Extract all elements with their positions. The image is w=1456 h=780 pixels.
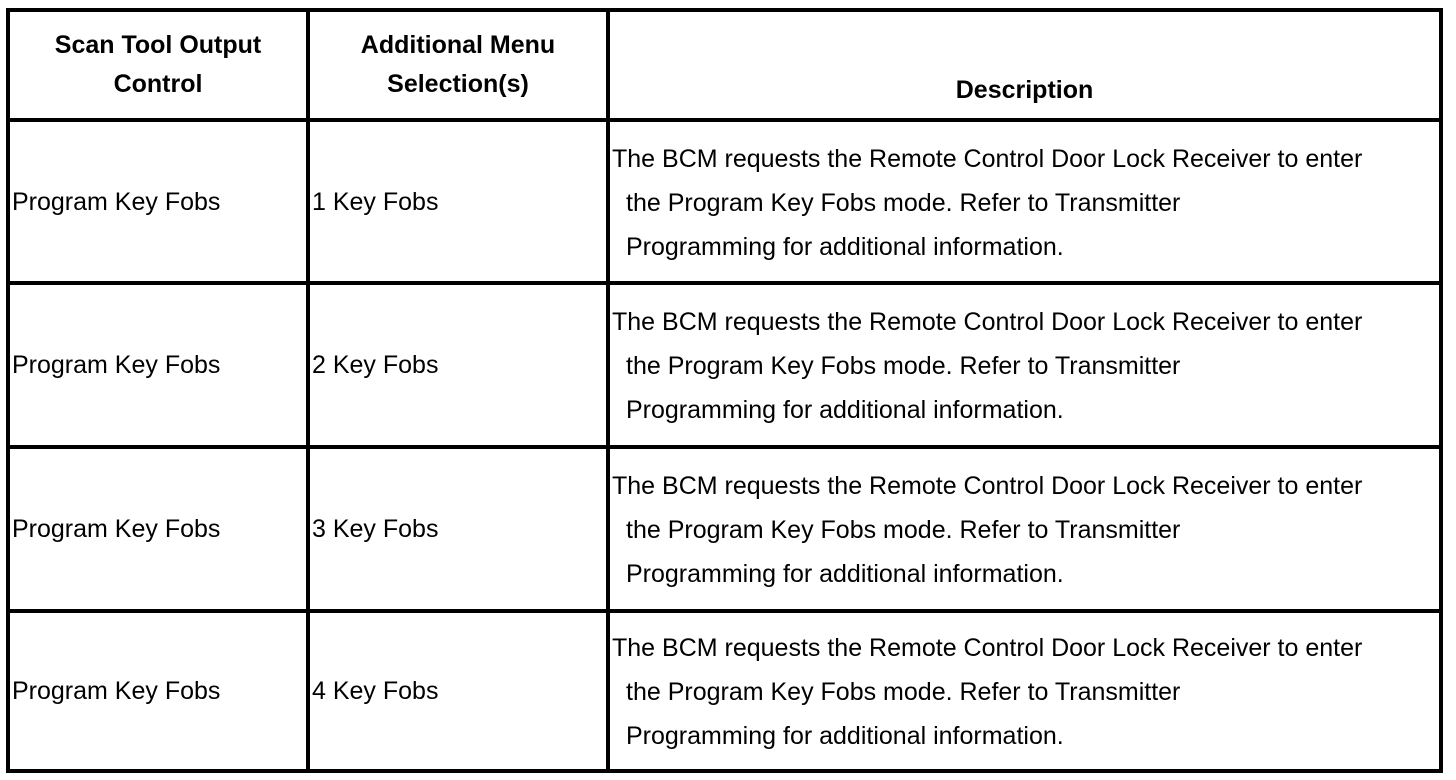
header-output-control-line-2: Control — [113, 70, 203, 98]
menu-selection-cell: 2 Key Fobs — [310, 285, 610, 445]
menu-selection-cell: 3 Key Fobs — [310, 449, 610, 609]
output-controls-table — [6, 8, 1443, 773]
menu-selection-cell: 1 Key Fobs — [310, 122, 610, 281]
header-description-label: Description — [955, 76, 1094, 104]
table-row — [10, 449, 1439, 613]
description-line-2: the Program Key Fobs mode. Refer to Transmitter — [626, 188, 1181, 217]
table-row — [10, 613, 1439, 769]
description-line-1: The BCM requests the Remote Control Door Lock Receiver to enter — [612, 472, 1363, 500]
output-control-cell: Program Key Fobs — [10, 122, 310, 281]
description-line-2: the Program Key Fobs mode. Refer to Transmitter — [626, 352, 1181, 380]
description-line-2: the Program Key Fobs mode. Refer to Transmitter — [626, 516, 1181, 544]
header-menu-selection-line-2: Selection(s) — [387, 70, 529, 98]
menu-selection-cell: 4 Key Fobs — [310, 613, 610, 769]
description-cell — [610, 613, 1439, 769]
description-line-1: The BCM requests the Remote Control Door Lock Receiver to enter — [612, 144, 1363, 173]
output-control-cell: Program Key Fobs — [10, 613, 310, 769]
table-row — [10, 122, 1439, 285]
description-line-3: Programming for additional information. — [626, 722, 1064, 750]
header-menu-selection-line-1: Additional Menu — [360, 31, 556, 59]
output-control-cell: Program Key Fobs — [10, 285, 310, 445]
table-row — [10, 285, 1439, 449]
description-cell — [610, 449, 1439, 609]
description-line-3: Programming for additional information. — [626, 396, 1064, 424]
description-line-2: the Program Key Fobs mode. Refer to Transmitter — [626, 678, 1181, 706]
table-header-row — [10, 12, 1439, 122]
description-line-1: The BCM requests the Remote Control Door Lock Receiver to enter — [612, 308, 1363, 336]
output-control-cell: Program Key Fobs — [10, 449, 310, 609]
description-line-3: Programming for additional information. — [626, 232, 1064, 261]
header-description — [610, 12, 1439, 118]
description-line-3: Programming for additional information. — [626, 560, 1064, 588]
header-output-control-line-1: Scan Tool Output — [54, 31, 262, 59]
description-cell — [610, 285, 1439, 445]
header-output-control — [10, 12, 310, 118]
description-line-1: The BCM requests the Remote Control Door Lock Receiver to enter — [612, 634, 1363, 662]
header-menu-selection — [310, 12, 610, 118]
description-cell — [610, 122, 1439, 281]
